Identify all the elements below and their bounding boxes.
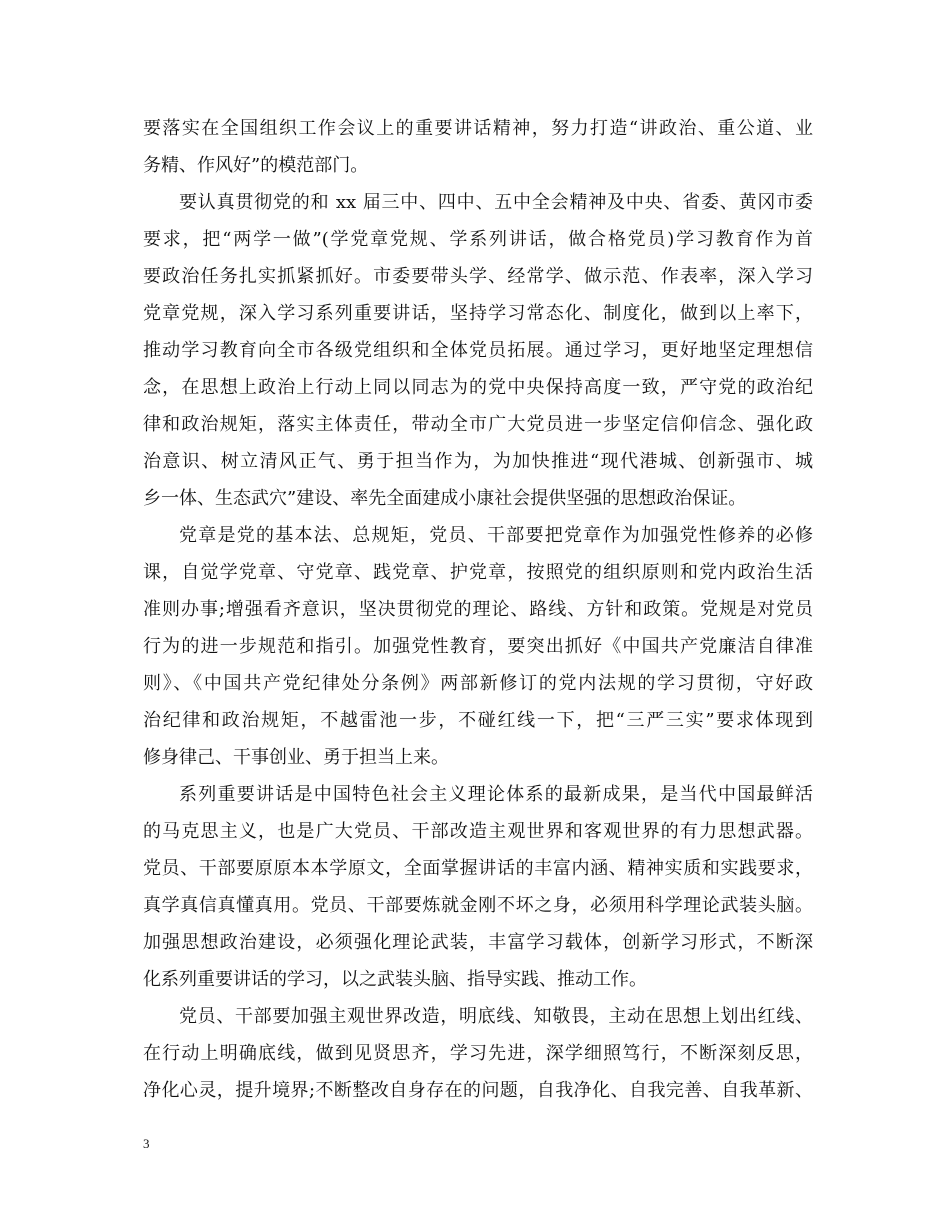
text-line: 要政治任务扎实抓紧抓好。市委要带头学、经常学、做示范、作表率，深入学习 — [143, 266, 813, 287]
text-line: 务精、作风好”的模范部门。 — [143, 155, 369, 176]
text-line: 乡一体、生态武穴”建设、率先全面建成小康社会提供坚强的思想政治保证。 — [143, 488, 747, 509]
text-line: 律和政治规矩，落实主体责任，带动全市广大党员进一步坚定信仰信念、强化政 — [143, 414, 813, 435]
text-line: 准则办事;增强看齐意识，坚决贯彻党的理论、路线、方针和政策。党规是对党员 — [143, 599, 813, 620]
text-line: 党章是党的基本法、总规矩，党员、干部要把党章作为加强党性修养的必修 — [179, 525, 813, 546]
text-line: 修身律己、干事创业、勇于担当上来。 — [143, 747, 449, 768]
text-line: 系列重要讲话是中国特色社会主义理论体系的最新成果，是当代中国最鲜活 — [179, 784, 813, 805]
text-line: 课，自觉学党章、守党章、践党章、护党章，按照党的组织原则和党内政治生活 — [143, 562, 813, 583]
text-line: 党员、干部要加强主观世界改造，明底线、知敬畏，主动在思想上划出红线、 — [179, 1006, 813, 1027]
text-line: 治纪律和政治规矩，不越雷池一步，不碰红线一下，把“三严三实”要求体现到 — [143, 710, 813, 731]
text-line: 念，在思想上政治上行动上同以同志为的党中央保持高度一致，严守党的政治纪 — [143, 377, 813, 398]
text-line: 治意识、树立清风正气、勇于担当作为，为加快推进“现代港城、创新强市、城 — [143, 451, 813, 472]
text-line: 加强思想政治建设，必须强化理论武装，丰富学习载体，创新学习形式，不断深 — [143, 932, 813, 953]
body-text — [143, 110, 813, 1109]
text-line: 则》、《中国共产党纪律处分条例》两部新修订的党内法规的学习贯彻，守好政 — [143, 673, 813, 694]
text-line: 真学真信真懂真用。党员、干部要炼就金刚不坏之身，必须用科学理论武装头脑。 — [143, 895, 813, 916]
text-line: 的马克思主义，也是广大党员、干部改造主观世界和客观世界的有力思想武器。 — [143, 821, 813, 842]
text-line: 要落实在全国组织工作会议上的重要讲话精神，努力打造“讲政治、重公道、业 — [143, 118, 813, 139]
text-line: 净化心灵，提升境界;不断整改自身存在的问题，自我净化、自我完善、自我革新、 — [143, 1080, 813, 1101]
text-line: 党员、干部要原原本本学原文，全面掌握讲话的丰富内涵、精神实质和实践要求， — [143, 858, 813, 879]
text-line: 在行动上明确底线，做到见贤思齐，学习先进，深学细照笃行，不断深刻反思， — [143, 1043, 813, 1064]
text-line: 要认真贯彻党的和 xx 届三中、四中、五中全会精神及中央、省委、黄冈市委 — [179, 192, 813, 213]
page-number: 3 — [143, 1136, 150, 1151]
text-line: 要求，把“两学一做”(学党章党规、学系列讲话，做合格党员)学习教育作为首 — [143, 229, 813, 250]
text-line: 推动学习教育向全市各级党组织和全体党员拓展。通过学习，更好地坚定理想信 — [143, 340, 813, 361]
text-line: 行为的进一步规范和指引。加强党性教育，要突出抓好《中国共产党廉洁自律准 — [143, 636, 813, 657]
text-line: 党章党规，深入学习系列重要讲话，坚持学习常态化、制度化，做到以上率下， — [143, 303, 813, 324]
text-line: 化系列重要讲话的学习，以之武装头脑、指导实践、推动工作。 — [143, 969, 647, 990]
